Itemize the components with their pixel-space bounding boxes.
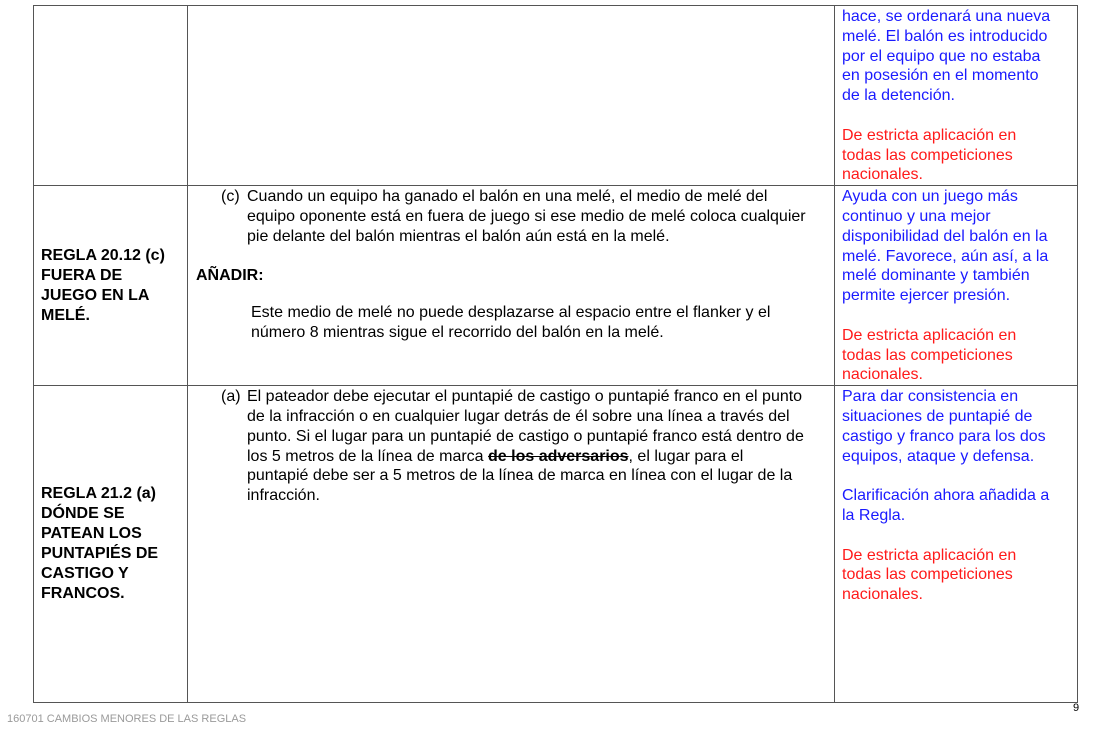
application-note: De estricta aplicación en todas las competiciones nacionales. (842, 546, 1017, 604)
add-heading: AÑADIR: (196, 266, 264, 284)
page-number: 9 (1073, 702, 1080, 714)
added-text: Este medio de melé no puede desplazarse al espacio entre el flanker y el número 8 mientras sigue el recorrido del balón en la melé. (251, 304, 771, 342)
rule-title: REGLA 21.2 (a) DÓNDE SE PATEAN LOS PUNTAPIÉS DE CASTIGO Y FRANCOS. (41, 485, 159, 603)
rule-title-cell (34, 6, 188, 186)
rule-clause (188, 187, 834, 246)
clause-text: El pateador debe ejecutar el puntapié de castigo o puntapié franco en el punto de la infracción o en cualquier lugar detrás de él sobre una línea a través del punto. Si el lugar para un puntapié de castigo o puntapié franco está dentro de los 5 metros de la línea de marca de los adversarios, el lugar para el puntapié debe ser a 5 metros de la línea de marca en línea con el lugar de la infracción. (247, 388, 804, 505)
reason-note: hace, se ordenará una nueva melé. El balón es introducido por el equipo que no estaba en posesión en el momento de la detención. (842, 8, 1051, 105)
clause-text: Cuando un equipo ha ganado el balón en una melé, el medio de melé del equipo oponente está en fuera de juego si ese medio de melé coloca cualquier pie delante del balón mientras el balón aún está en la melé. (247, 188, 806, 245)
notes-cell (835, 186, 1078, 386)
clause-label: (c) (221, 188, 240, 206)
rule-text-cell (188, 386, 835, 703)
application-note: De estricta aplicación en todas las competiciones nacionales. (842, 126, 1017, 184)
reason-note: Ayuda con un juego más continuo y una mejor disponibilidad del balón en la melé. Favorece, aún así, a la melé dominante y también permite ejercer presión. (842, 188, 1049, 305)
clarification-note: Clarificación ahora añadida a la Regla. (842, 487, 1050, 524)
deleted-text: de los adversarios (488, 447, 629, 465)
rule-text-cell (188, 186, 835, 386)
rule-text-cell (188, 6, 835, 186)
document-footer: 160701 CAMBIOS MENORES DE LAS REGLAS (7, 713, 247, 725)
application-note: De estricta aplicación en todas las competiciones nacionales. (842, 326, 1017, 384)
rules-changes-table (33, 5, 1078, 703)
reason-note: Para dar consistencia en situaciones de puntapié de castigo y franco para los dos equipos, ataque y defensa. (842, 388, 1046, 465)
table-row (34, 186, 1078, 386)
rule-clause (188, 387, 834, 506)
rule-title-cell (34, 386, 188, 703)
table-row (34, 386, 1078, 703)
notes-cell (835, 6, 1078, 186)
rule-title-cell (34, 186, 188, 386)
rule-title: REGLA 20.12 (c) FUERA DE JUEGO EN LA MELÉ. (41, 246, 165, 324)
clause-label: (a) (221, 388, 241, 406)
notes-cell (835, 386, 1078, 703)
table-row (34, 6, 1078, 186)
